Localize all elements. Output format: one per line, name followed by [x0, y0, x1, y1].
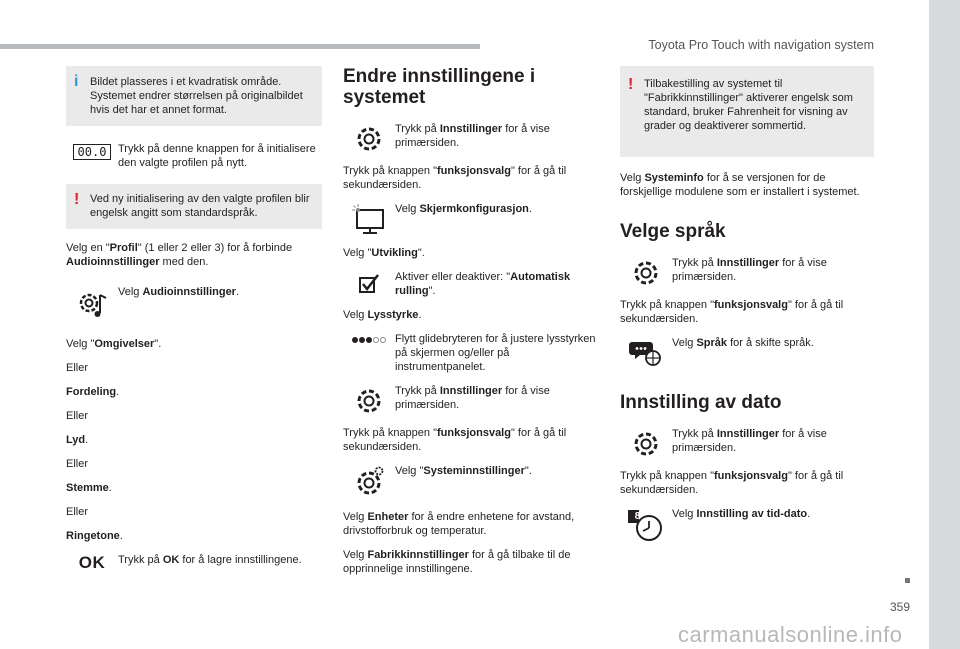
page-header-title: Toyota Pro Touch with navigation system: [648, 38, 874, 52]
end-bullet: [905, 578, 910, 583]
checkbox-icon: [357, 272, 381, 296]
section-heading-settings: Endre innstillingene i systemet: [343, 66, 536, 108]
language-row: Velg Språk for å skifte språk.: [620, 336, 874, 368]
function-select-paragraph: Trykk på knappen "funksjonsvalg" for å gå til sekundærsiden.: [343, 427, 567, 453]
calendar-badge: 8: [634, 511, 641, 522]
page-side-tab: [929, 0, 960, 649]
system-info-paragraph: Velg Systeminfo for å se versjonen for de forskjellige modulene som er installert i systemet.: [620, 172, 860, 198]
slider-row: Flytt glidebryteren for å justere lysstyrken på skjermen og/eller på instrumentpanelet.: [343, 332, 601, 374]
function-select-paragraph: Trykk på knappen "funksjonsvalg" for å gå til sekundærsiden.: [620, 299, 844, 325]
gear-icon: [631, 429, 661, 459]
info-box: i Bildet plasseres i et kvadratisk område. Systemet endrer størrelsen på originalbildet hvis det har et annet format.: [66, 66, 322, 126]
section-heading-date: Innstilling av dato: [620, 392, 782, 413]
settings-row: Trykk på Innstillinger for å vise primærsiden.: [620, 427, 874, 459]
watermark: carmanualsonline.info: [678, 622, 903, 647]
screen-config-row: Velg Skjermkonfigurasjon.: [343, 202, 601, 236]
settings-row: Trykk på Innstillinger for å vise primærsiden.: [343, 384, 601, 416]
or-text: Eller: [66, 458, 89, 470]
column-3: [620, 66, 874, 553]
warning-box: ! Ved ny initialisering av den valgte profilen blir engelsk angitt som standardspråk.: [66, 184, 322, 229]
column-2: [343, 66, 601, 586]
gear-icon: [354, 124, 384, 154]
fordeling-text: Fordeling.: [66, 386, 120, 398]
screen-brightness-icon: [351, 204, 387, 236]
audio-row: Velg Audioinnstillinger.: [66, 285, 322, 321]
ok-row: OK Trykk på OK for å lagre innstillingene.: [78, 553, 302, 572]
or-text: Eller: [66, 362, 89, 374]
or-text: Eller: [66, 506, 89, 518]
factory-paragraph: Velg Fabrikkinnstillinger for å gå tilbake til de opprinnelige innstillingene.: [343, 549, 571, 575]
system-gear-icon: [353, 466, 385, 498]
function-select-paragraph: Trykk på knappen "funksjonsvalg" for å gå til sekundærsiden.: [620, 470, 844, 496]
header-bar: [0, 44, 480, 49]
display-reset-icon: 00.0: [73, 144, 112, 160]
system-settings-row: Velg "Systeminnstillinger".: [343, 464, 601, 498]
gear-icon: [354, 386, 384, 416]
warning-box: ! Tilbakestilling av systemet til "Fabrikkinnstillinger" aktiverer engelsk som standard, bruker Fahrenheit for visning av grader og deaktiverer sommertid.: [620, 66, 874, 157]
column-1: [66, 66, 322, 580]
development-paragraph: Velg "Utvikling".: [343, 247, 425, 259]
page-number: 359: [889, 600, 910, 614]
stemme-text: Stemme.: [66, 482, 112, 494]
warning-icon: !: [74, 191, 80, 208]
slider-icon: [351, 336, 387, 344]
time-date-row: 8 Velg Innstilling av tid-dato.: [620, 507, 874, 543]
auto-scroll-row: Aktiver eller deaktiver: "Automatisk rulling".: [343, 270, 601, 298]
warning-icon: !: [628, 76, 634, 93]
info-icon: i: [74, 73, 79, 90]
profile-paragraph: Velg en "Profil" (1 eller 2 eller 3) for å forbinde Audioinnstillinger med den.: [66, 242, 293, 268]
language-icon: [629, 338, 663, 368]
lyd-text: Lyd.: [66, 434, 89, 446]
units-paragraph: Velg Enheter for å endre enhetene for avstand, drivstofforbruk og temperatur.: [343, 511, 575, 537]
brightness-paragraph: Velg Lysstyrke.: [343, 309, 422, 321]
reset-profile-row: 00.0 Trykk på denne knappen for å initialisere den valgte profilen på nytt.: [66, 142, 322, 170]
settings-row: Trykk på Innstillinger for å vise primærsiden.: [343, 122, 601, 154]
ok-button-icon: OK: [78, 553, 106, 572]
omgivelser-paragraph: Velg "Omgivelser".: [66, 338, 162, 350]
function-select-paragraph: Trykk på knappen "funksjonsvalg" for å gå til sekundærsiden.: [343, 165, 567, 191]
gear-icon: [631, 258, 661, 288]
section-heading-language: Velge språk: [620, 221, 726, 242]
ringetone-text: Ringetone.: [66, 530, 123, 542]
settings-row: Trykk på Innstillinger for å vise primærsiden.: [620, 256, 874, 288]
or-text: Eller: [66, 410, 89, 422]
audio-settings-icon: [75, 287, 109, 321]
